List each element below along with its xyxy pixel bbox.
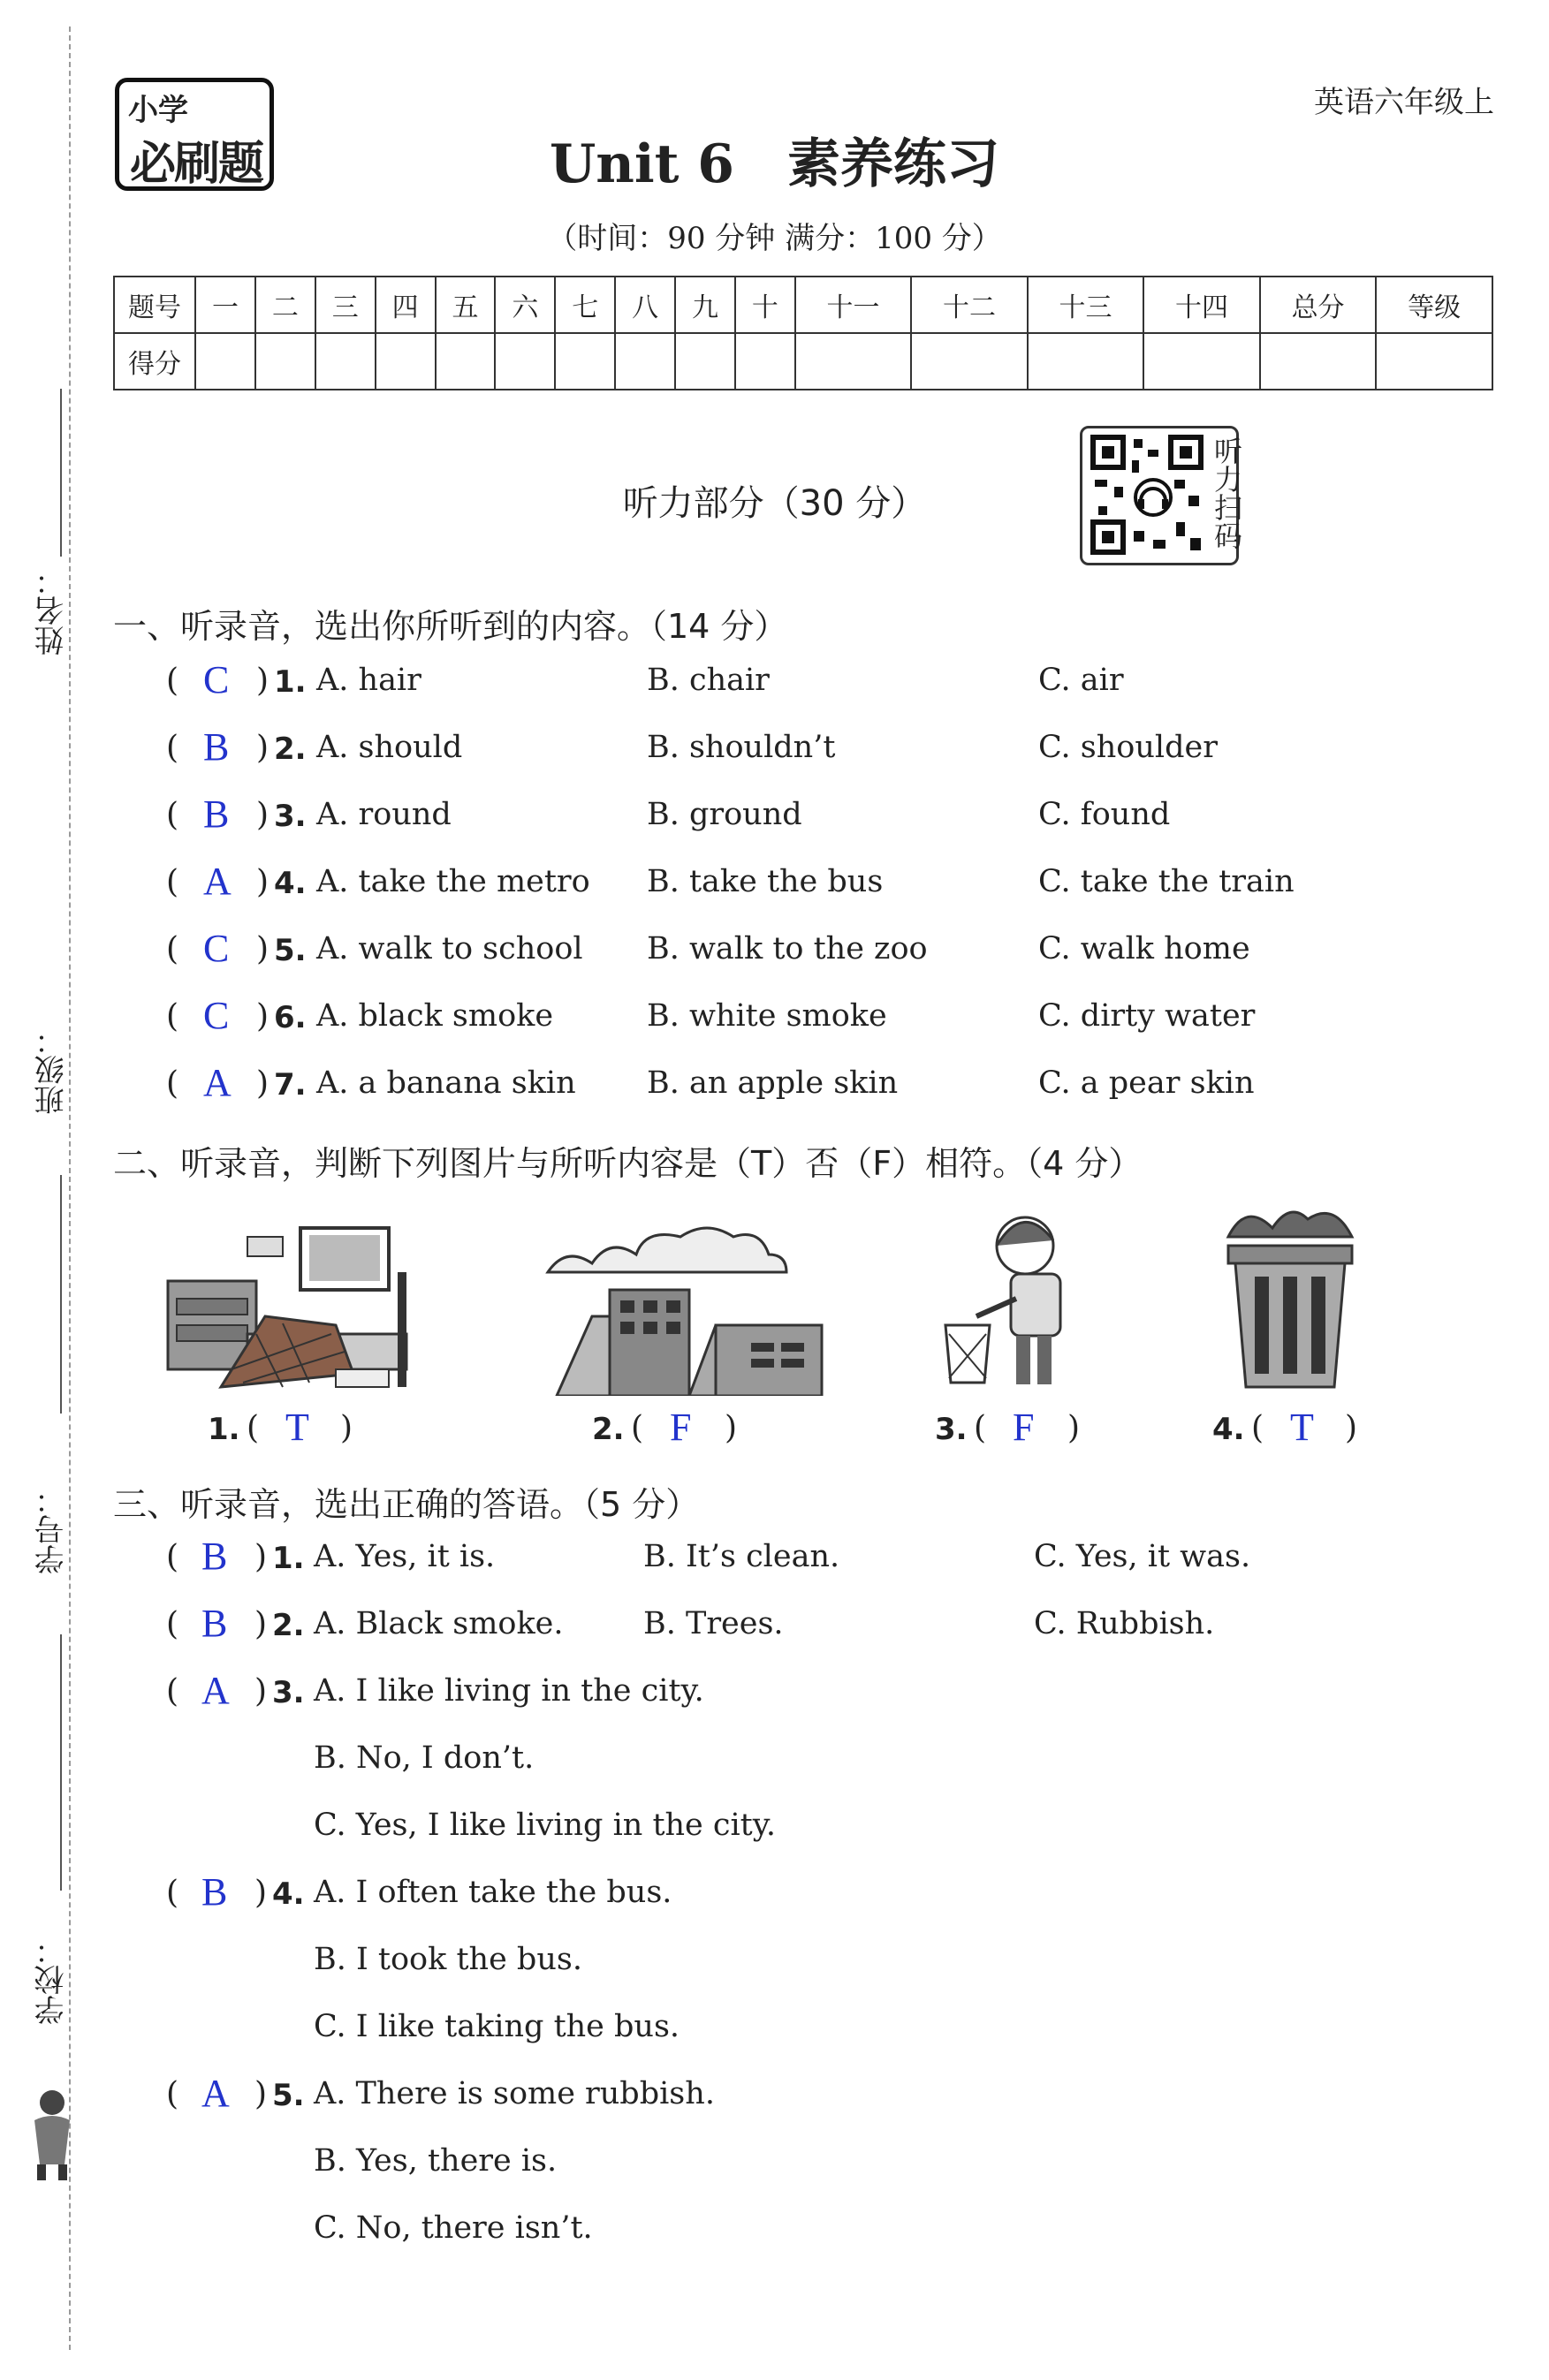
overflowing-bin-picture: [1211, 1201, 1370, 1396]
listening-section-title: 听力部分（30 分）: [622, 483, 927, 524]
score-column-header: 十: [735, 277, 795, 333]
answer-parenthesis-close: ): [256, 730, 270, 766]
option-b: B. I took the bus.: [314, 1942, 582, 1977]
class-field-line[interactable]: [60, 1175, 62, 1414]
answer-parenthesis-open: (: [247, 1410, 260, 1446]
score-column-header: 九: [675, 277, 735, 333]
score-column-header: 一: [195, 277, 255, 333]
answer-parenthesis-open: (: [166, 663, 179, 699]
answer-choice[interactable]: B: [201, 1602, 228, 1645]
score-cell[interactable]: [1143, 333, 1260, 390]
option-b: B. No, I don’t.: [314, 1740, 535, 1776]
option-a: A. walk to school: [316, 931, 583, 966]
score-column-header: 六: [495, 277, 555, 333]
answer-parenthesis-close: ): [256, 663, 270, 699]
class-label: 班级：: [34, 1025, 70, 1115]
score-cell[interactable]: [315, 333, 376, 390]
option-b: B. an apple skin: [647, 1065, 899, 1101]
section3-title: 三、听录音，选出正确的答语。（5 分）: [113, 1485, 700, 1524]
score-column-header: 三: [315, 277, 376, 333]
score-cell[interactable]: [1028, 333, 1144, 390]
option-a: A. I like living in the city.: [314, 1673, 704, 1709]
answer-parenthesis-open: (: [166, 1539, 179, 1575]
qr-scan-label: 听力扫码: [1210, 436, 1243, 550]
answer-choice[interactable]: C: [203, 658, 230, 701]
decorative-figure-icon: [21, 2085, 83, 2182]
answer-choice[interactable]: A: [203, 860, 232, 903]
student-no-label: 学号：: [34, 1484, 70, 1574]
section2-title: 二、听录音，判断下列图片与所听内容是（T）否（F）相符。（4 分）: [113, 1144, 1143, 1183]
answer-parenthesis-open: (: [974, 1410, 987, 1446]
answer-parenthesis-close: ): [340, 1410, 353, 1446]
option-b: B. walk to the zoo: [647, 931, 928, 966]
score-column-header: 十一: [795, 277, 912, 333]
option-a: A. Yes, it is.: [314, 1539, 496, 1574]
answer-choice[interactable]: C: [203, 994, 230, 1037]
logo-line1: 小学: [128, 93, 188, 128]
score-cell[interactable]: [436, 333, 496, 390]
answer-parenthesis-open: (: [166, 1673, 179, 1709]
name-label: 姓名：: [34, 565, 70, 656]
answer-choice[interactable]: A: [201, 1669, 230, 1712]
option-b: B. Trees.: [643, 1606, 784, 1641]
picture-number: 2.: [592, 1412, 625, 1447]
option-c: C. dirty water: [1038, 998, 1256, 1034]
option-c: C. Yes, I like living in the city.: [314, 1808, 777, 1843]
answer-parenthesis-close: ): [254, 1875, 268, 1911]
answer-choice[interactable]: C: [203, 927, 230, 970]
question-number: 3.: [274, 799, 307, 834]
score-column-header: 七: [555, 277, 615, 333]
question-number: 4.: [272, 1876, 305, 1912]
option-c: C. I like taking the bus.: [314, 2009, 680, 2044]
answer-choice[interactable]: B: [201, 1870, 228, 1914]
option-a: A. hair: [316, 663, 421, 698]
score-row-label: 题号: [114, 277, 195, 333]
answer-parenthesis-close: ): [1345, 1410, 1358, 1446]
option-c: C. take the train: [1038, 864, 1295, 899]
answer-parenthesis-close: ): [254, 1606, 268, 1642]
picture-number: 4.: [1212, 1412, 1245, 1447]
answer-parenthesis-close: ): [256, 998, 270, 1035]
question-number: 1.: [274, 664, 307, 700]
question-number: 2.: [272, 1608, 305, 1643]
score-column-header: 十二: [911, 277, 1028, 333]
option-b: B. shouldn’t: [647, 730, 836, 765]
exam-time-info: （时间：90 分钟 满分：100 分）: [547, 221, 1002, 256]
option-c: C. Yes, it was.: [1034, 1539, 1251, 1574]
option-b: B. Yes, there is.: [314, 2143, 558, 2179]
question-number: 4.: [274, 866, 307, 901]
answer-choice[interactable]: A: [203, 1061, 232, 1104]
option-c: C. shoulder: [1038, 730, 1218, 765]
factory-smoke-picture: [539, 1219, 831, 1396]
question-number: 2.: [274, 731, 307, 767]
option-b: B. take the bus: [647, 864, 884, 899]
picture-number: 3.: [935, 1412, 968, 1447]
score-cell[interactable]: [911, 333, 1028, 390]
answer-parenthesis-close: ): [254, 1539, 268, 1575]
score-column-header: 五: [436, 277, 496, 333]
score-cell[interactable]: [795, 333, 912, 390]
score-column-header: 二: [255, 277, 315, 333]
option-a: A. There is some rubbish.: [314, 2076, 715, 2111]
answer-parenthesis-open: (: [166, 1875, 179, 1911]
answer-parenthesis-open: (: [166, 931, 179, 967]
question-number: 5.: [274, 933, 307, 968]
score-cell[interactable]: [495, 333, 555, 390]
option-a: A. should: [316, 730, 463, 765]
answer-parenthesis-close: ): [256, 1065, 270, 1102]
score-column-header: 四: [376, 277, 436, 333]
answer-parenthesis-open: (: [166, 797, 179, 833]
answer-parenthesis-close: ): [725, 1410, 738, 1446]
true-false-answer[interactable]: F: [1013, 1406, 1035, 1449]
answer-parenthesis-open: (: [1251, 1410, 1264, 1446]
score-column-header: 八: [615, 277, 675, 333]
true-false-answer[interactable]: F: [670, 1406, 692, 1449]
score-cell[interactable]: [555, 333, 615, 390]
school-label: 学校：: [34, 1935, 70, 2025]
option-a: A. I often take the bus.: [314, 1875, 672, 1910]
score-column-header: 等级: [1376, 277, 1492, 333]
score-table-header-row: [114, 277, 1492, 333]
score-cell[interactable]: [675, 333, 735, 390]
answer-parenthesis-close: ): [256, 797, 270, 833]
student-no-field-line[interactable]: [60, 1634, 62, 1891]
answer-parenthesis-close: ): [254, 1673, 268, 1709]
score-cell[interactable]: [1376, 333, 1492, 390]
option-a: A. black smoke: [316, 998, 554, 1034]
score-column-header: 十四: [1143, 277, 1260, 333]
logo-line2: 必刷题: [130, 138, 263, 191]
score-column-header: 十三: [1028, 277, 1144, 333]
answer-choice[interactable]: B: [203, 725, 230, 769]
score-table: [113, 276, 1493, 390]
option-c: C. a pear skin: [1038, 1065, 1255, 1101]
page-title: Unit 6 素养练习: [549, 133, 1000, 195]
answer-parenthesis-open: (: [166, 864, 179, 900]
option-c: C. air: [1038, 663, 1124, 698]
score-cell[interactable]: [1260, 333, 1377, 390]
option-c: C. No, there isn’t.: [314, 2210, 593, 2246]
answer-parenthesis-close: ): [1067, 1410, 1081, 1446]
score-cell[interactable]: [376, 333, 436, 390]
question-number: 1.: [272, 1541, 305, 1576]
answer-parenthesis-open: (: [166, 998, 179, 1035]
option-c: C. found: [1038, 797, 1171, 832]
option-b: B. It’s clean.: [643, 1539, 840, 1574]
score-column-header: 总分: [1260, 277, 1377, 333]
question-number: 7.: [274, 1067, 307, 1103]
option-b: B. chair: [647, 663, 770, 698]
option-a: A. Black smoke.: [314, 1606, 564, 1641]
grade-label: 英语六年级上: [1314, 85, 1494, 120]
true-false-answer[interactable]: T: [1290, 1406, 1314, 1449]
answer-parenthesis-open: (: [166, 1065, 179, 1102]
option-c: C. walk home: [1038, 931, 1250, 966]
score-cell[interactable]: [615, 333, 675, 390]
answer-parenthesis-open: (: [166, 1606, 179, 1642]
answer-parenthesis-close: ): [256, 931, 270, 967]
option-b: B. ground: [647, 797, 802, 832]
score-cell[interactable]: [195, 333, 255, 390]
option-b: B. white smoke: [647, 998, 887, 1034]
answer-parenthesis-open: (: [631, 1410, 644, 1446]
score-table-score-row: [114, 333, 1492, 390]
picture-number: 1.: [208, 1412, 240, 1447]
answer-choice[interactable]: B: [203, 792, 230, 836]
option-a: A. take the metro: [316, 864, 590, 899]
true-false-answer[interactable]: T: [285, 1406, 309, 1449]
question-number: 5.: [272, 2078, 305, 2113]
answer-choice[interactable]: B: [201, 1535, 228, 1578]
answer-parenthesis-open: (: [166, 2076, 179, 2112]
question-number: 6.: [274, 1000, 307, 1035]
section1-title: 一、听录音，选出你所听到的内容。（14 分）: [113, 607, 788, 646]
name-field-line[interactable]: [60, 389, 62, 557]
score-row-label: 得分: [114, 333, 195, 390]
girl-throwing-rubbish-picture: [937, 1210, 1096, 1396]
option-c: C. Rubbish.: [1034, 1606, 1215, 1641]
question-number: 3.: [272, 1675, 305, 1710]
score-cell[interactable]: [255, 333, 315, 390]
option-a: A. round: [316, 797, 452, 832]
messy-room-picture: [159, 1219, 415, 1396]
answer-parenthesis-close: ): [256, 864, 270, 900]
option-a: A. a banana skin: [316, 1065, 576, 1101]
answer-parenthesis-close: ): [254, 2076, 268, 2112]
answer-parenthesis-open: (: [166, 730, 179, 766]
score-cell[interactable]: [735, 333, 795, 390]
answer-choice[interactable]: A: [201, 2072, 230, 2115]
